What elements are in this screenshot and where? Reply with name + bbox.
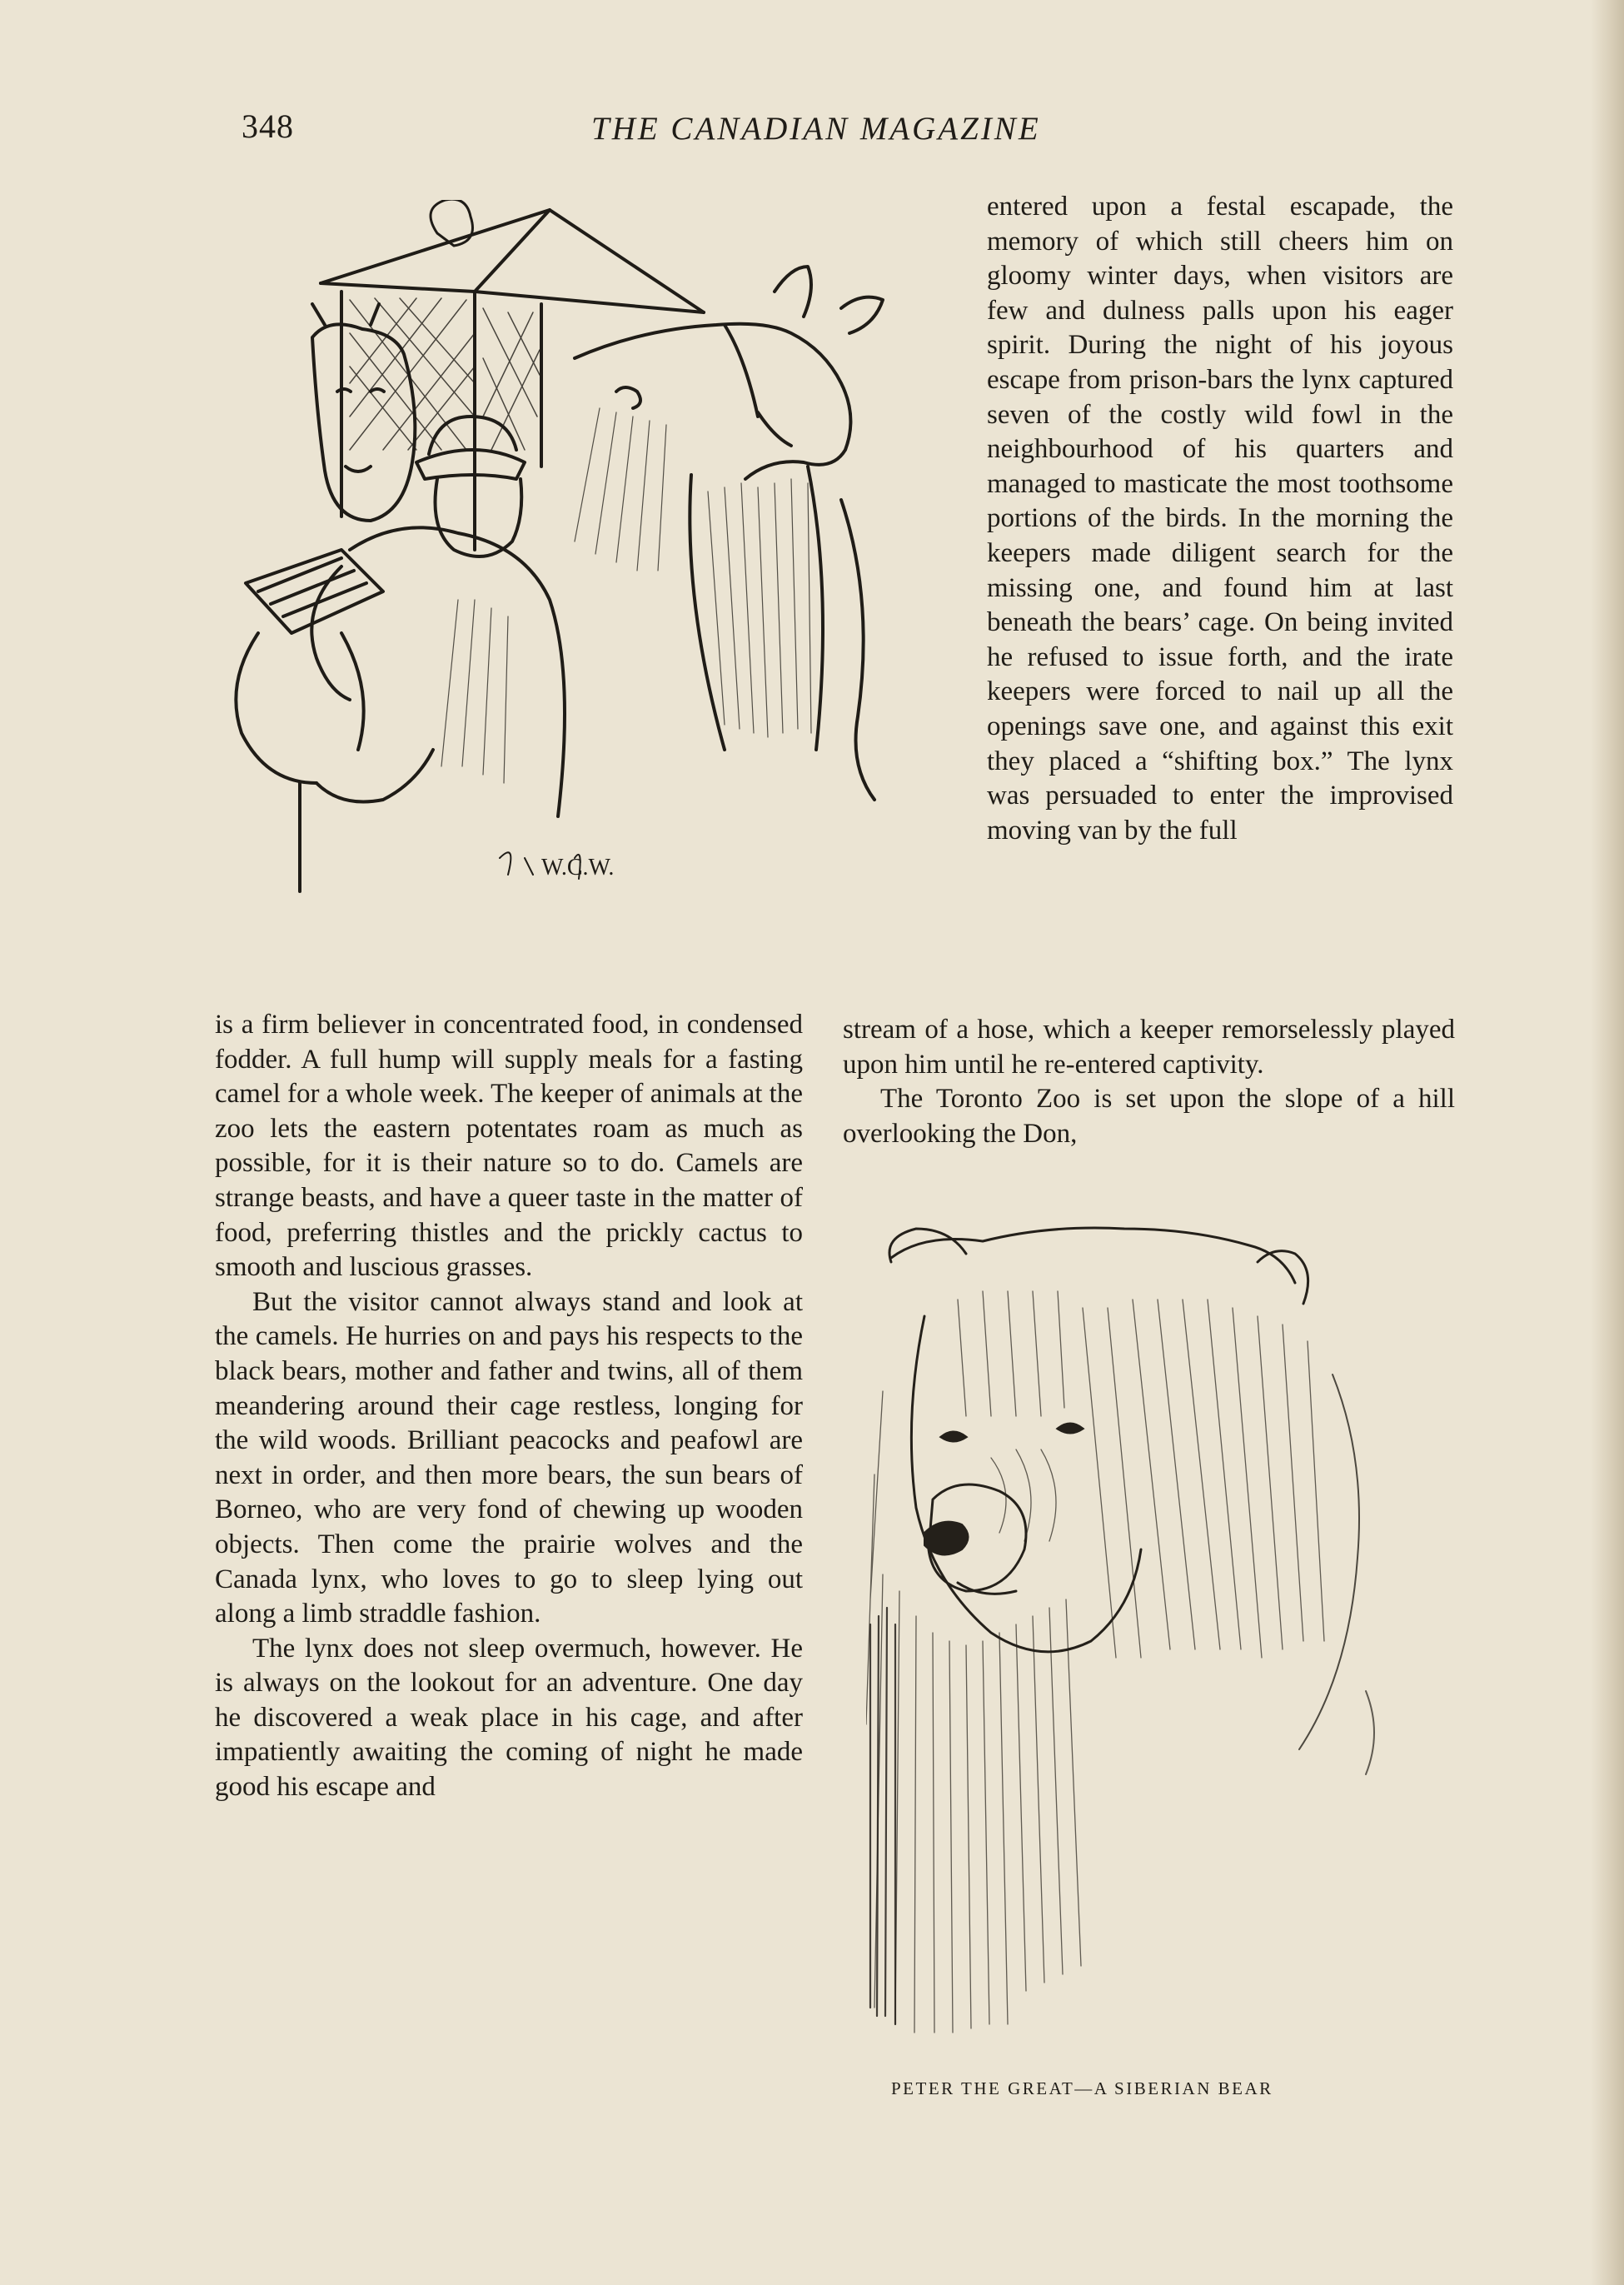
bear-illustration (866, 1225, 1449, 2058)
page-edge (1591, 0, 1624, 2285)
left-column-paragraph-1: is a firm believer in concentrated food, in condensed fodder. A full hump will supply meals for a fasting camel for a whole week. The keeper of animals at the zoo lets the eastern potentates roam as much as possible, for it is their nature so to do. Camels are strange beasts, and have a queer taste in the matter of food, preferring thistles and the prickly cactus to smooth and luscious grasses. (215, 1010, 803, 1283)
illustration-signature: W.C.W. (541, 855, 615, 881)
left-column-paragraph-3: The lynx does not sleep overmuch, however. He is always on the lookout for an adventure. One day he discovered a weak place in his cage, and after impatiently awaiting the coming of night he made good his escape and (215, 1633, 803, 1803)
running-head: THE CANADIAN MAGAZINE (591, 111, 1041, 147)
right-column-bottom-text (843, 1013, 1455, 1151)
left-column-paragraph-2: But the visitor cannot always stand and look at the camels. He hurries on and pays his respects to the black bears, mother and father and twins, all of them meandering around their cage restless, longing for the wild woods. Brilliant peacocks and peafowl are next in order, and then more bears, the sun bears of Borneo, who are very fond of chewing up wooden objects. Then come the prairie wolves and the Canada lynx, who loves to go to sleep lying out along a limb straddle fashion. (215, 1286, 803, 1629)
camel-illustration-icon (225, 200, 933, 933)
right-column-paragraph: entered upon a festal escapade, the memory of which still cheers him on gloomy winter days, when visitors are few and dulness palls upon his eager spirit. During the night of his joyous escape from prison-bars the lynx captured seven of the costly wild fowl in the neighbourhood of his quarters and managed to masticate the most toothsome portions of the birds. In the morning the keepers made diligent search for the missing one, and found him at last beneath the bears’ cage. On being invited he refused to issue forth, and the irate keepers were forced to nail up all the openings save one, and against this exit they placed a “shifting box.” The lynx was persuaded to enter the improvised moving van by the full (987, 192, 1453, 846)
page-header (242, 107, 1457, 157)
bear-portrait-illustration-icon (866, 1225, 1449, 2058)
right-column-paragraph-toronto-zoo: The Toronto Zoo is set upon the slope of a hill overlooking the Don, (843, 1084, 1455, 1149)
camel-illustration (225, 200, 933, 933)
right-column-top-text (987, 190, 1453, 848)
page-number: 348 (242, 107, 294, 145)
left-column-text (215, 1008, 803, 1805)
figure-caption: PETER THE GREAT—A SIBERIAN BEAR (891, 2078, 1273, 2098)
right-column-paragraph-continued: stream of a hose, which a keeper remorselessly played upon him until he re-entered captivity. (843, 1015, 1455, 1080)
